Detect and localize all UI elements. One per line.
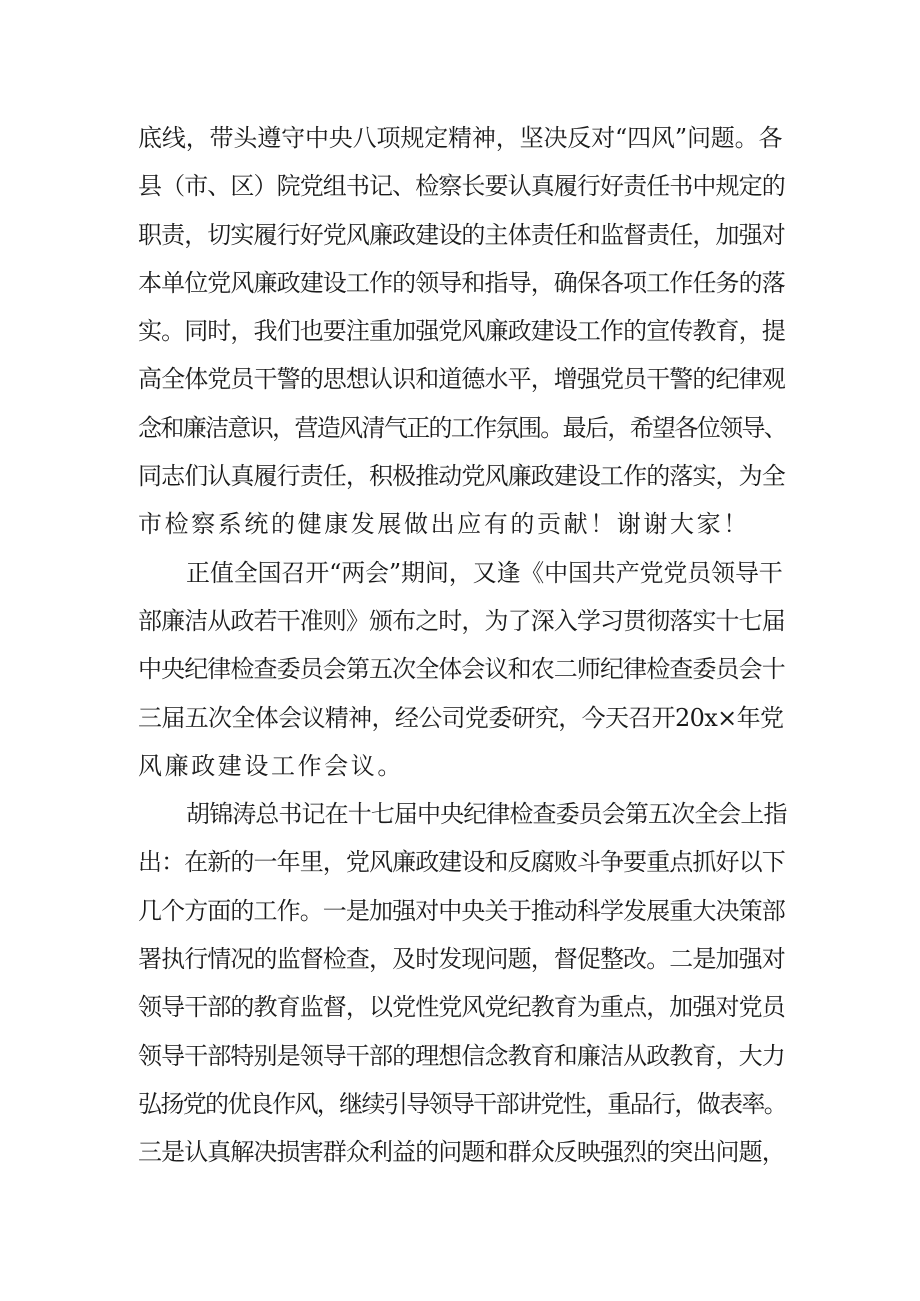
text-line: 同志们认真履行责任，积极推动党风廉政建设工作的落实，为全 [138, 462, 785, 491]
text-line: 领导干部的教育监督，以党性党风党纪教育为重点，加强对党员 [138, 993, 785, 1022]
text-line: 三届五次全体会议精神，经公司党委研究，今天召开20x×年党 [138, 703, 784, 732]
text-line: 几个方面的工作。一是加强对中央关于推动科学发展重大决策部 [138, 896, 785, 925]
text-line: 实。同时，我们也要注重加强党风廉政建设工作的宣传教育，提 [138, 317, 785, 346]
text-line: 市检察系统的健康发展做出应有的贡献！谢谢大家！ [138, 510, 750, 539]
text-line: 底线，带头遵守中央八项规定精神，坚决反对“四风”问题。各 [138, 124, 783, 152]
text-line: 弘扬党的优良作风，继续引导领导干部讲党性，重品行，做表率。 [138, 1089, 787, 1118]
text-line: 领导干部特别是领导干部的理想信念教育和廉洁从政教育，大力 [138, 1041, 785, 1070]
text-line: 念和廉洁意识，营造风清气正的工作氛围。最后，希望各位领导、 [138, 413, 787, 442]
text-line: 职责，切实履行好党风廉政建设的主体责任和监督责任，加强对 [138, 220, 785, 249]
text-line: 本单位党风廉政建设工作的领导和指导，确保各项工作任务的落 [138, 268, 785, 297]
text-line: 出：在新的一年里，党风廉政建设和反腐败斗争要重点抓好以下 [138, 848, 785, 877]
text-line: 部廉洁从政若干准则》颁布之时，为了深入学习贯彻落实十七届 [138, 606, 785, 635]
document-body [138, 114, 788, 1177]
paragraph-first-line: 正值全国召开“两会”期间，又逢《中国共产党党员领导干 [186, 558, 783, 587]
text-line: 高全体党员干警的思想认识和道德水平，增强党员干警的纪律观 [138, 365, 785, 394]
text-line: 县（市、区）院党组书记、检察长要认真履行好责任书中规定的 [138, 172, 785, 201]
text-line: 署执行情况的监督检查，及时发现问题，督促整改。二是加强对 [138, 945, 785, 974]
text-line: 中央纪律检查委员会第五次全体会议和农二师纪律检查委员会十 [138, 655, 785, 684]
paragraph-first-line: 胡锦涛总书记在十七届中央纪律检查委员会第五次全会上指 [186, 800, 787, 829]
text-line: 三是认真解决损害群众利益的问题和群众反映强烈的突出问题， [138, 1138, 785, 1167]
text-line: 风廉政建设工作会议。 [138, 751, 404, 780]
